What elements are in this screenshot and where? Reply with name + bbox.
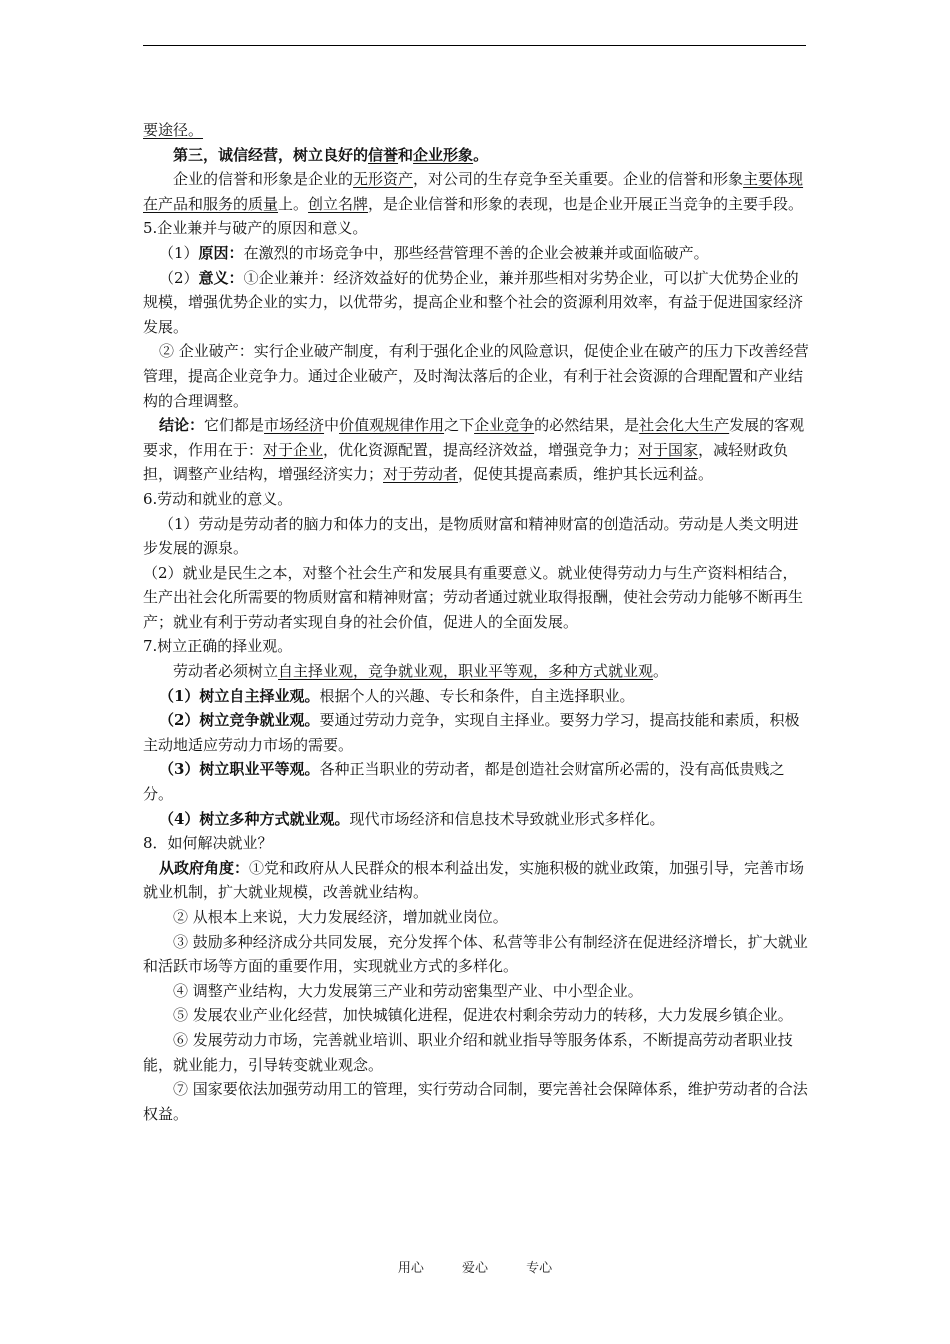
underlined-text: 要途径。	[143, 121, 204, 139]
paragraph-conclusion: 结论：它们都是市场经济中价值观规律作用之下企业竞争的必然结果，是社会化大生产发展的客观要求，作用在于：对于企业，优化资源配置，提高经济效益，增强竞争力；对于国家，减轻财政负担，调整产业结构，增强经济实力；对于劳动者，促使其提高素质，维护其长远利益。	[143, 416, 805, 484]
document-body	[143, 118, 811, 1126]
section-heading-5: 5.企业兼并与破产的原因和意义。	[143, 219, 368, 238]
paragraph-8-1: 从政府角度：①党和政府从人民群众的根本利益出发，实施积极的就业政策，加强引导，完善市场就业机制，扩大就业规模，改善就业结构。	[143, 858, 805, 902]
paragraph-8-2: ② 从根本上来说，大力发展经济，增加就业岗位。	[173, 908, 508, 926]
paragraph-8-4: ④ 调整产业结构，大力发展第三产业和劳动密集型产业、中小型企业。	[173, 981, 643, 1000]
paragraph-5-1: （1）原因：在激烈的市场竞争中，那些经营管理不善的企业会被兼并或面临破产。	[159, 243, 709, 262]
footer-word: 专心	[526, 1261, 553, 1276]
paragraph-6-2: （2）就业是民生之本，对整个社会生产和发展具有重要意义。就业使得劳动力与生产资料相结合，生产出社会化所需要的物质财富和精神财富；劳动者通过就业取得报酬，使社会劳动力能够不断再生产；就业有利于劳动者实现自身的社会价值，促进人的全面发展。	[143, 563, 804, 631]
header-rule	[143, 45, 806, 46]
paragraph-7-1: （1）树立自主择业观。根据个人的兴趣、专长和条件，自主选择职业。	[159, 686, 635, 705]
paragraph-8-7: ⑦ 国家要依法加强劳动用工的管理，实行劳动合同制，要完善社会保障体系，维护劳动者的合法权益。	[143, 1080, 808, 1123]
paragraph-8-6: ⑥ 发展劳动力市场，完善就业培训、职业介绍和就业指导等服务体系，不断提高劳动者职业技能，就业能力，引导转变就业观念。	[143, 1030, 793, 1074]
paragraph-8-5: ⑤ 发展农业产业化经营，加快城镇化进程，促进农村剩余劳动力的转移，大力发展乡镇企业。	[173, 1006, 793, 1025]
page-footer	[0, 1257, 950, 1276]
paragraph-5-2: （2）意义：①企业兼并：经济效益好的优势企业，兼并那些相对劣势企业，可以扩大优势企业的规模，增强优势企业的实力，以优带劣，提高企业和整个社会的资源利用效率，有益于促进国家经济发展。	[143, 268, 804, 336]
point-three-heading: 第三，诚信经营，树立良好的信誉和企业形象。	[173, 145, 489, 164]
footer-word: 用心	[397, 1261, 424, 1276]
section-heading-7: 7.树立正确的择业观。	[143, 637, 293, 656]
paragraph-5-3: ② 企业破产：实行企业破产制度，有利于强化企业的风险意识，促使企业在破产的压力下改善经营管理，提高企业竞争力。通过企业破产，及时淘汰落后的企业，有利于社会资源的合理配置和产业结构的合理调整。	[143, 342, 809, 410]
paragraph-continuation	[143, 118, 811, 143]
section-heading-8: 8．如何解决就业？	[143, 834, 273, 853]
paragraph-7-2: （2）树立竞争就业观。要通过劳动力竞争，实现自主择业。要努力学习，提高技能和素质，积极主动地适应劳动力市场的需要。	[143, 711, 800, 754]
paragraph-8-3: ③ 鼓励多种经济成分共同发展，充分发挥个体、私营等非公有制经济在促进经济增长，扩大就业和活跃市场等方面的重要作用，实现就业方式的多样化。	[143, 932, 808, 976]
paragraph-6-1: （1）劳动是劳动者的脑力和体力的支出，是物质财富和精神财富的创造活动。劳动是人类文明进步发展的源泉。	[143, 514, 799, 558]
paragraph-reputation: 企业的信誉和形象是企业的无形资产，对公司的生存竞争至关重要。企业的信誉和形象主要体现在产品和服务的质量上。创立名牌，是企业信誉和形象的表现，也是企业开展正当竞争的主要手段。	[143, 170, 804, 213]
paragraph-7-4: （4）树立多种方式就业观。现代市场经济和信息技术导致就业形式多样化。	[159, 809, 665, 828]
paragraph-7-intro: 劳动者必须树立自主择业观，竞争就业观，职业平等观，多种方式就业观。	[173, 662, 669, 681]
paragraph-7-3: （3）树立职业平等观。各种正当职业的劳动者，都是创造社会财富所必需的，没有高低贵贱之分。	[143, 760, 785, 804]
section-heading-6: 6.劳动和就业的意义。	[143, 489, 293, 508]
footer-word: 爱心	[461, 1261, 488, 1276]
